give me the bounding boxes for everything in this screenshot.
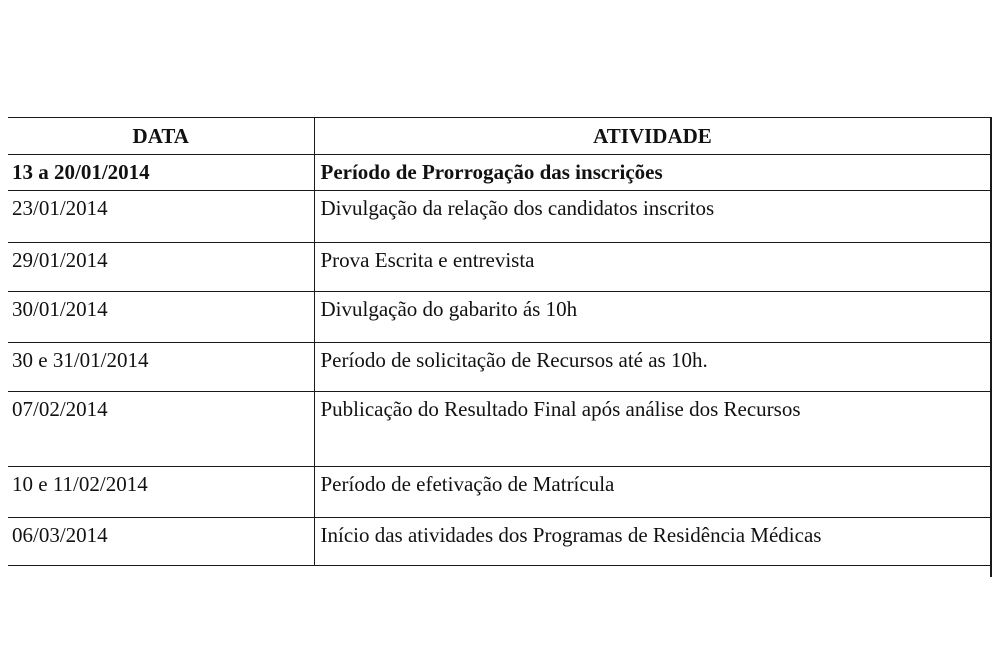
table-row (8, 292, 991, 343)
row-activity: Início das atividades dos Programas de Residência Médicas (314, 518, 991, 566)
schedule-table (8, 117, 992, 566)
row-date: 13 a 20/01/2014 (8, 155, 314, 191)
table-row (8, 191, 991, 243)
row-date: 30 e 31/01/2014 (8, 343, 314, 392)
row-activity: Publicação do Resultado Final após análise dos Recursos (314, 392, 991, 467)
table-row (8, 467, 991, 518)
row-date: 29/01/2014 (8, 243, 314, 292)
table-row (8, 518, 991, 566)
row-date: 10 e 11/02/2014 (8, 467, 314, 518)
row-activity: Divulgação do gabarito ás 10h (314, 292, 991, 343)
row-activity: Período de solicitação de Recursos até as 10h. (314, 343, 991, 392)
table-row (8, 392, 991, 467)
row-date: 30/01/2014 (8, 292, 314, 343)
table-row (8, 343, 991, 392)
column-header-activity: ATIVIDADE (314, 118, 991, 155)
table-right-border (990, 117, 992, 577)
row-activity: Divulgação da relação dos candidatos inscritos (314, 191, 991, 243)
column-header-date: DATA (8, 118, 314, 155)
row-activity: Prova Escrita e entrevista (314, 243, 991, 292)
row-date: 07/02/2014 (8, 392, 314, 467)
table-row (8, 243, 991, 292)
row-activity: Período de efetivação de Matrícula (314, 467, 991, 518)
table-header-row (8, 118, 991, 155)
row-activity: Período de Prorrogação das inscrições (314, 155, 991, 191)
row-date: 23/01/2014 (8, 191, 314, 243)
table-row (8, 155, 991, 191)
row-date: 06/03/2014 (8, 518, 314, 566)
